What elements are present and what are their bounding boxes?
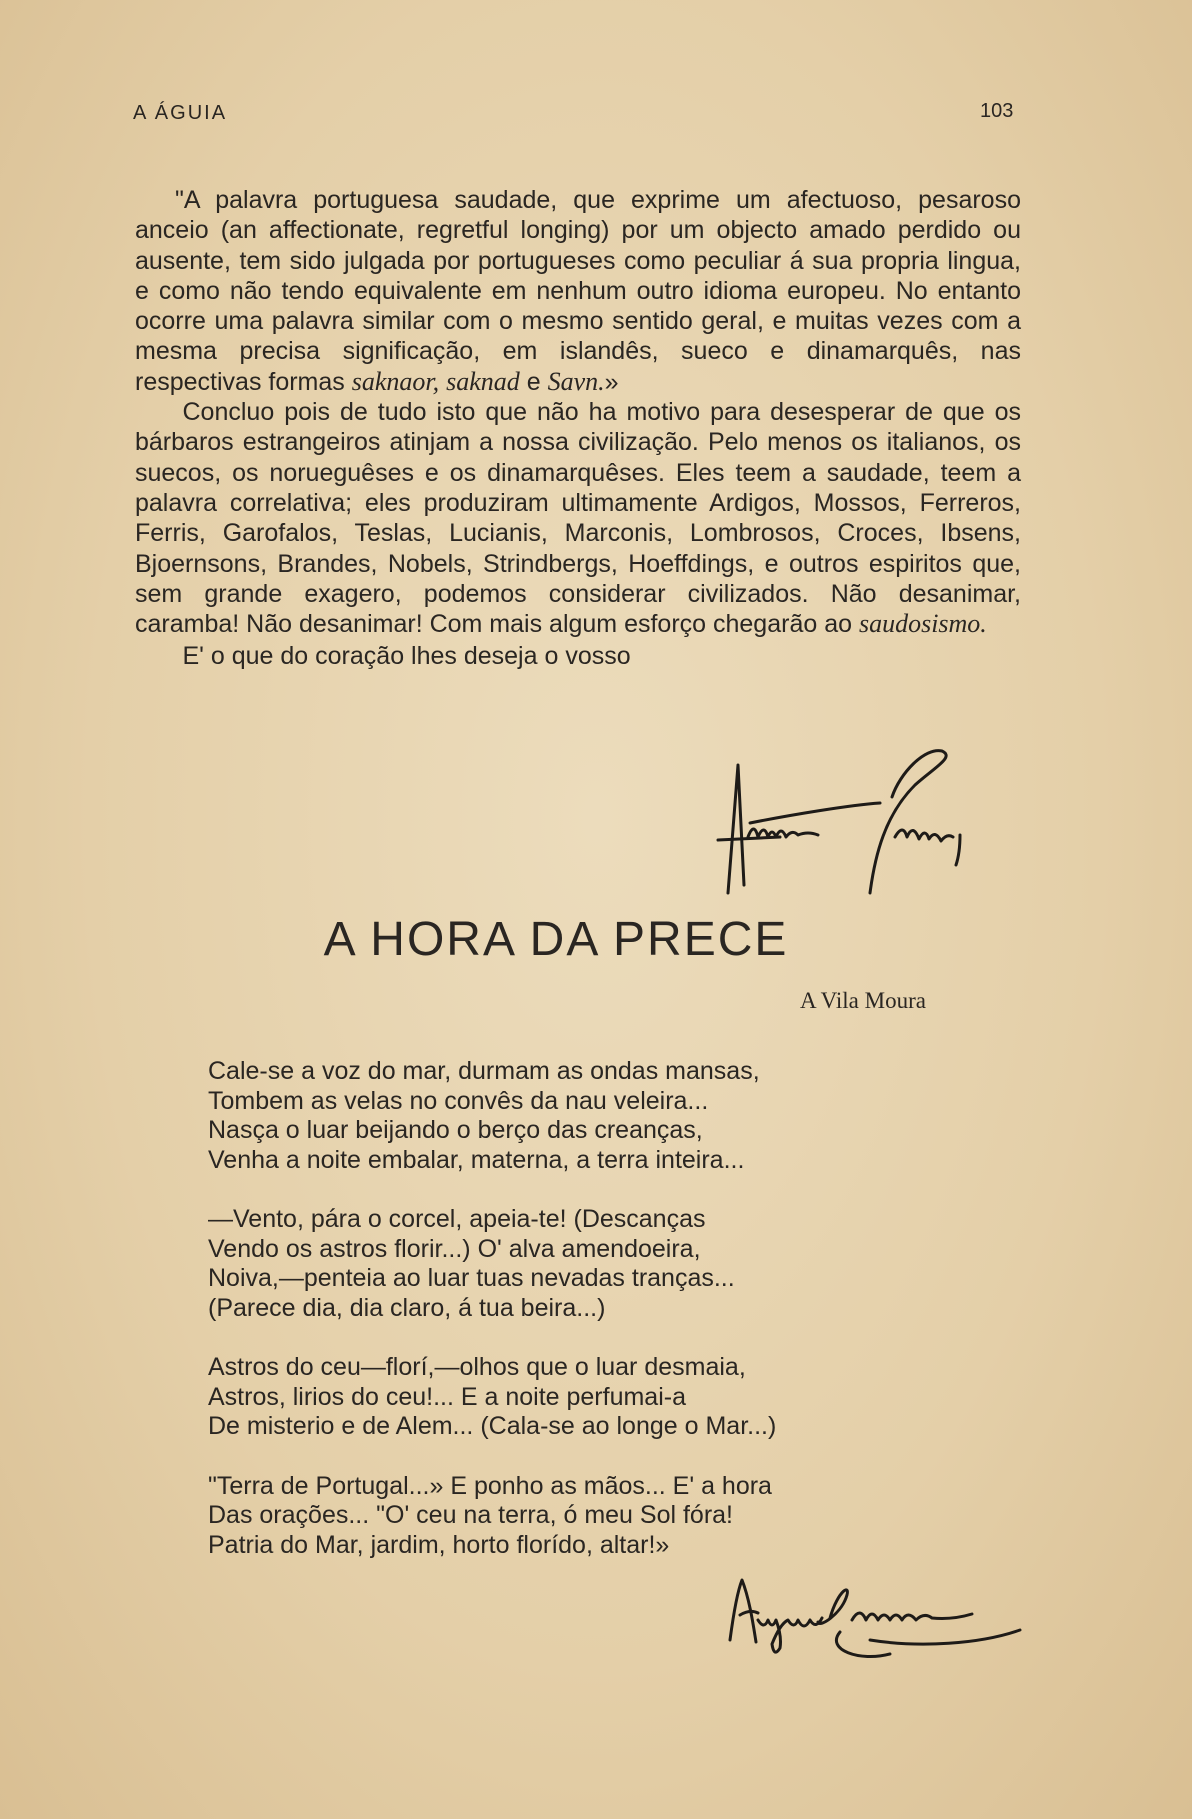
verse-line: Patria do Mar, jardim, horto florído, altar!» (208, 1530, 670, 1559)
text-segment: » (604, 367, 619, 396)
verse-line: Das orações... "O' ceu na terra, ó meu Sol fóra! (208, 1501, 733, 1529)
verse-line: Tombem as velas no convês da nau veleira... (208, 1086, 709, 1115)
verse-line: De misterio e de Alem... (Cala-se ao longe o Mar...) (208, 1412, 777, 1440)
verse-line: Cale-se a voz do mar, durmam as ondas mansas, (208, 1057, 760, 1085)
poem-dedication: A Vila Moura (800, 988, 926, 1013)
poem-title: A HORA DA PRECE (323, 913, 789, 966)
verse-line: Astros, lirios do ceu!... E a noite perfumai-a (208, 1382, 686, 1411)
poem-body (208, 1057, 1028, 1590)
italic-word: saudosismo. (858, 609, 987, 639)
italic-word: saknad (446, 366, 520, 396)
verse-line: Astros do ceu—florí,—olhos que o luar desmaia, (208, 1353, 746, 1381)
verse-line: Vendo os astros florir...) O' alva amendoeira, (208, 1234, 701, 1263)
stanza (208, 1353, 1028, 1442)
verse-line: "Terra de Portugal...» E ponho as mãos... E' a hora (208, 1471, 772, 1500)
closing-line: E' o que do coração lhes deseja o vosso (182, 642, 631, 671)
page-number: 103 (980, 100, 1014, 122)
italic-word: Savn. (547, 366, 605, 396)
verse-line: Nasça o luar beijando o berço das creanças, (208, 1116, 703, 1144)
text-segment: e (519, 367, 548, 396)
conclusion-paragraph (135, 397, 1021, 639)
stanza (208, 1057, 1028, 1175)
verse-line: —Vento, pára o corcel, apeia-te! (Descanças (208, 1205, 706, 1233)
verse-line: Venha a noite embalar, materna, a terra inteira... (208, 1145, 745, 1174)
text-segment: Concluo pois de tudo isto que não ha motivo para desesperar de que os bárbaros estrangeiros atinjam a nossa civilização. Pelo menos os italianos, os suecos, os norueguêses e os dinamarquêses. Eles teem a saudade, teem a palavra correlativa; eles produziram ultimamente Ardigos, Mossos, Ferreros, Ferris, Garofalos, Teslas, Lucianis, Marconis, Lombrosos, Croces, Ibsens, Bjoernsons, Brandes, Nobels, Strindbergs, Hoeffdings, e outros espiritos que, sem grande exagero, podemos considerar civilizados. Não desanimar, caramba! Não desanimar! Com mais algum esforço chegarão ao (135, 398, 1021, 639)
quote-paragraph (135, 185, 1021, 397)
text-segment: "A palavra portuguesa saudade, que exprime um afectuoso, pesaroso anceio (an affectionate, regretful longing) por um objecto amado perdido ou ausente, tem sido julgada por portugueses como peculiar á sua propria lingua, e como não tendo equivalente em nenhum outro idioma europeu. No entanto ocorre uma palavra similar com o mesmo sentido geral, e muitas vezes com a mesma precisa significação, em islandês, sueco e dinamarquês, nas respectivas formas (135, 186, 1021, 396)
second-signature (720, 1570, 1040, 1670)
stanza (208, 1472, 1028, 1561)
italic-word: saknaor, (351, 366, 440, 396)
first-signature (710, 745, 1030, 915)
article-body (135, 185, 1021, 672)
verse-line: (Parece dia, dia claro, á tua beira...) (208, 1293, 606, 1322)
running-head: A ÁGUIA (133, 102, 228, 124)
verse-line: Noiva,—penteia ao luar tuas nevadas tranças... (208, 1264, 735, 1292)
stanza (208, 1205, 1028, 1323)
